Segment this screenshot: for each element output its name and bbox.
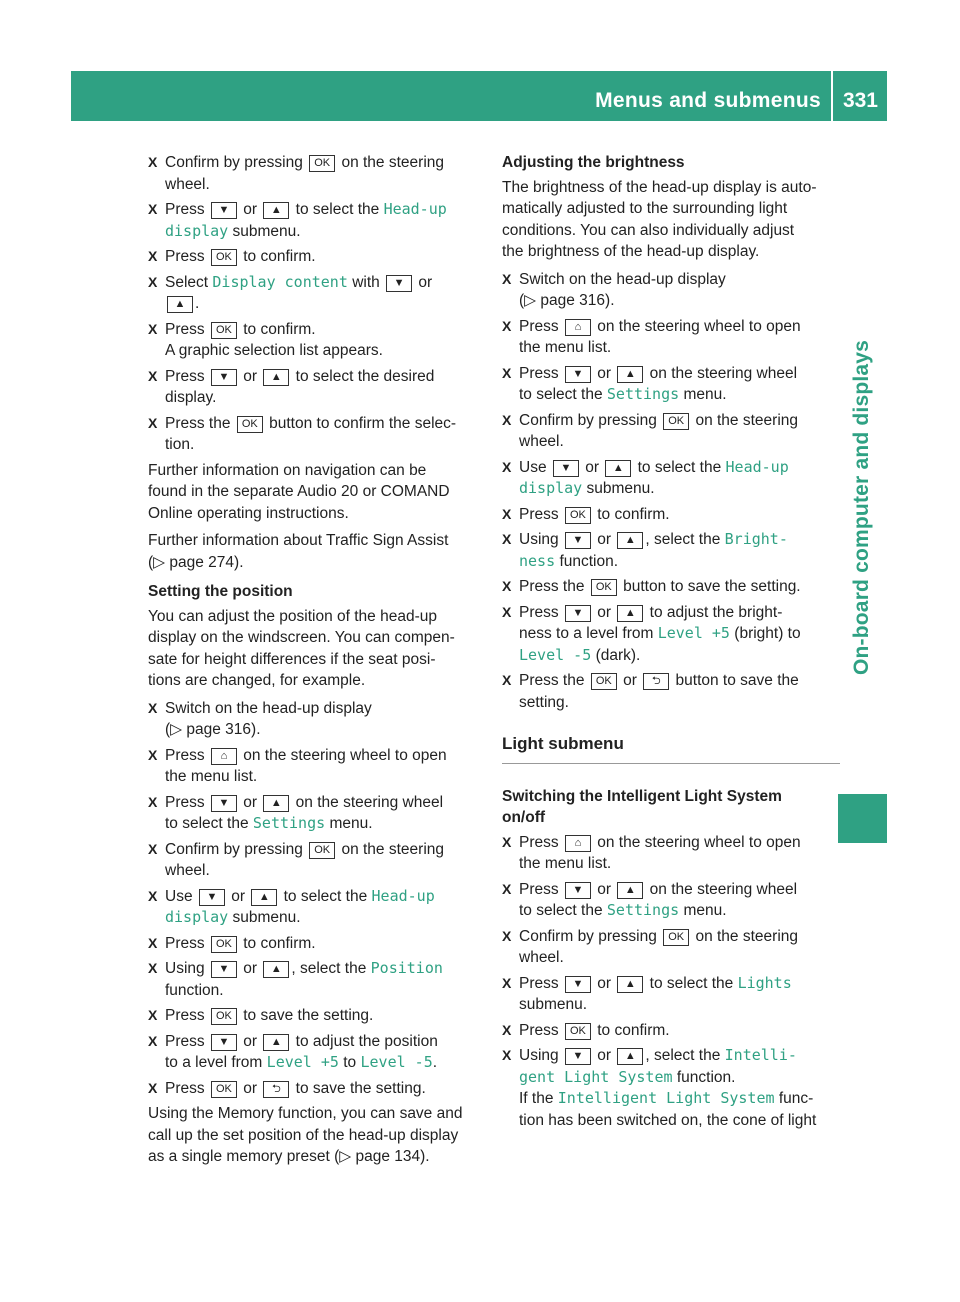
paragraph: You can adjust the position of the head-up display on the windscreen. You can compen- sate for height differences if the seat posi- tions are changed, for example. bbox=[148, 607, 455, 689]
list-item: X Press ▼ or ▲ to select the Head-up display submenu. bbox=[148, 199, 486, 242]
list-item: X Press OK to confirm. A graphic selection list appears. bbox=[148, 319, 486, 362]
list-item: X Press ▼ or ▲ to select the desired display. bbox=[148, 366, 486, 409]
up-arrow-icon: ▲ bbox=[617, 882, 643, 899]
page-number: 331 bbox=[842, 89, 878, 112]
down-arrow-icon: ▼ bbox=[199, 889, 225, 906]
list-item: X Press OK to confirm. bbox=[148, 933, 486, 955]
down-arrow-icon: ▼ bbox=[386, 275, 412, 292]
down-arrow-icon: ▼ bbox=[565, 882, 591, 899]
term-head-up: Head-up bbox=[371, 886, 435, 905]
ok-key-icon: OK bbox=[211, 322, 237, 339]
list-item: X Press the OK or ⮌ button to save the setting. bbox=[502, 670, 840, 713]
up-arrow-icon: ▲ bbox=[617, 976, 643, 993]
back-icon: ⮌ bbox=[263, 1081, 289, 1098]
term-display-content: Display content bbox=[212, 272, 348, 291]
term-intelligent: Intelli‐ bbox=[724, 1046, 797, 1064]
list-item: X Use ▼ or ▲ to select the Head-up display submenu. bbox=[148, 886, 486, 929]
down-arrow-icon: ▼ bbox=[565, 976, 591, 993]
term-intelligent-cont: gent Light System bbox=[519, 1067, 673, 1086]
list-item: X Confirm by pressing OK on the steering wheel. bbox=[502, 410, 840, 453]
ok-key-icon: OK bbox=[237, 416, 263, 433]
ok-key-icon: OK bbox=[309, 155, 335, 172]
header-separator bbox=[831, 71, 833, 121]
up-arrow-icon: ▲ bbox=[617, 366, 643, 383]
term-lights: Lights bbox=[737, 973, 792, 992]
list-item: X Press ⌂ on the steering wheel to open the menu list. bbox=[148, 745, 486, 788]
term-level-plus5: Level +5 bbox=[266, 1053, 339, 1071]
ok-key-icon: OK bbox=[211, 249, 237, 266]
term-brightness-cont: ness bbox=[519, 551, 556, 570]
ok-key-icon: OK bbox=[211, 1008, 237, 1025]
down-arrow-icon: ▼ bbox=[211, 1034, 237, 1051]
term-settings: Settings bbox=[252, 814, 326, 832]
up-arrow-icon: ▲ bbox=[617, 1048, 643, 1065]
ok-key-icon: OK bbox=[565, 507, 591, 524]
list-item: X Using ▼ or ▲ , select the Position function. bbox=[148, 958, 486, 1001]
list-item: X Using ▼ or ▲ , select the Intelli‐ gent Light System function. If the Intelligent Light System func- tion has been switched on, the cone of light bbox=[502, 1045, 840, 1131]
down-arrow-icon: ▼ bbox=[565, 1048, 591, 1065]
term-settings: Settings bbox=[606, 385, 680, 403]
term-settings: Settings bbox=[606, 901, 680, 919]
list-item: X Confirm by pressing OK on the steering wheel. bbox=[148, 152, 486, 195]
ok-key-icon: OK bbox=[663, 929, 689, 946]
term-head-up: Head-up bbox=[383, 200, 447, 218]
subsection-heading: Switching the Intelligent Light System on/off bbox=[502, 787, 782, 826]
down-arrow-icon: ▼ bbox=[565, 532, 591, 549]
term-position: Position bbox=[370, 959, 443, 977]
up-arrow-icon: ▲ bbox=[263, 1034, 289, 1051]
up-arrow-icon: ▲ bbox=[617, 532, 643, 549]
list-item: X Press ▼ or ▲ to adjust the bright- ness to a level from Level +5 (bright) to Level -5 (dark). bbox=[502, 602, 840, 667]
term-display: display bbox=[165, 221, 229, 240]
list-item: X Press OK to confirm. bbox=[148, 246, 486, 268]
list-item: X Press the OK button to confirm the selec- tion. bbox=[148, 413, 486, 456]
ok-key-icon: OK bbox=[663, 413, 689, 430]
side-chapter-label: On-board computer and displays bbox=[850, 339, 873, 675]
up-arrow-icon: ▲ bbox=[251, 889, 277, 906]
list-item: X Press ▼ or ▲ on the steering wheel to select the Settings menu. bbox=[148, 792, 486, 835]
section-heading: Light submenu bbox=[502, 733, 840, 764]
up-arrow-icon: ▲ bbox=[263, 795, 289, 812]
up-arrow-icon: ▲ bbox=[167, 296, 193, 313]
section-title: Menus and submenus bbox=[595, 89, 821, 112]
down-arrow-icon: ▼ bbox=[565, 366, 591, 383]
down-arrow-icon: ▼ bbox=[211, 795, 237, 812]
ok-key-icon: OK bbox=[591, 673, 617, 690]
down-arrow-icon: ▼ bbox=[565, 605, 591, 622]
down-arrow-icon: ▼ bbox=[553, 460, 579, 477]
term-intelligent-light-system: Intelligent Light System bbox=[557, 1089, 775, 1107]
list-item: X Select Display content with ▼ or ▲ . bbox=[148, 272, 486, 315]
list-item: X Press ▼ or ▲ on the steering wheel to select the Settings menu. bbox=[502, 879, 840, 922]
paragraph: The brightness of the head-up display is auto- matically adjusted to the surrounding light conditions. You can also individually adjust the brightness of the head-up display. bbox=[502, 178, 817, 260]
home-icon: ⌂ bbox=[211, 748, 237, 765]
paragraph: Using the Memory function, you can save and call up the set position of the head-up display as a single memory preset (▷ page 134). bbox=[148, 1105, 463, 1165]
ok-key-icon: OK bbox=[565, 1023, 591, 1040]
list-item: X Press the OK button to save the setting. bbox=[502, 576, 840, 598]
term-display: display bbox=[519, 479, 583, 497]
home-icon: ⌂ bbox=[565, 319, 591, 336]
paragraph: Further information on navigation can be found in the separate Audio 20 or COMAND Online operating instructions. bbox=[148, 461, 450, 522]
right-column bbox=[502, 152, 840, 1135]
ok-key-icon: OK bbox=[211, 936, 237, 953]
list-item: X Switch on the head-up display (▷ page 316). bbox=[502, 269, 840, 312]
up-arrow-icon: ▲ bbox=[617, 605, 643, 622]
back-icon: ⮌ bbox=[643, 673, 669, 690]
term-level-minus5: Level -5 bbox=[519, 645, 592, 664]
header-bar bbox=[71, 71, 887, 121]
term-level-minus5: Level -5 bbox=[360, 1053, 433, 1071]
section-heading: Setting the position bbox=[148, 583, 293, 600]
up-arrow-icon: ▲ bbox=[263, 369, 289, 386]
term-head-up: Head-up bbox=[725, 457, 789, 476]
down-arrow-icon: ▼ bbox=[211, 961, 237, 978]
ok-key-icon: OK bbox=[591, 579, 617, 596]
list-item: X Use ▼ or ▲ to select the Head-up display submenu. bbox=[502, 457, 840, 500]
up-arrow-icon: ▲ bbox=[605, 460, 631, 477]
list-item: X Press ▼ or ▲ on the steering wheel to select the Settings menu. bbox=[502, 363, 840, 406]
list-item: X Press OK to confirm. bbox=[502, 504, 840, 526]
side-tab-marker bbox=[838, 794, 887, 843]
up-arrow-icon: ▲ bbox=[263, 202, 289, 219]
list-item: X Press OK to save the setting. bbox=[148, 1005, 486, 1027]
up-arrow-icon: ▲ bbox=[263, 961, 289, 978]
list-item: X Confirm by pressing OK on the steering wheel. bbox=[148, 839, 486, 882]
down-arrow-icon: ▼ bbox=[211, 202, 237, 219]
list-item: X Press ▼ or ▲ to adjust the position to a level from Level +5 to Level -5. bbox=[148, 1031, 486, 1074]
home-icon: ⌂ bbox=[565, 835, 591, 852]
list-item: X Press ⌂ on the steering wheel to open the menu list. bbox=[502, 316, 840, 359]
list-item: X Using ▼ or ▲ , select the Bright‐ ness function. bbox=[502, 529, 840, 572]
list-item: X Press OK or ⮌ to save the setting. bbox=[148, 1078, 486, 1100]
ok-key-icon: OK bbox=[211, 1081, 237, 1098]
ok-key-icon: OK bbox=[309, 842, 335, 859]
list-item: X Press ⌂ on the steering wheel to open the menu list. bbox=[502, 832, 840, 875]
list-item: X Press OK to confirm. bbox=[502, 1020, 840, 1042]
left-column bbox=[148, 152, 486, 1174]
section-heading: Adjusting the brightness bbox=[502, 154, 685, 171]
term-brightness: Bright‐ bbox=[724, 530, 788, 548]
list-item: X Press ▼ or ▲ to select the Lights submenu. bbox=[502, 973, 840, 1016]
list-item: X Confirm by pressing OK on the steering wheel. bbox=[502, 926, 840, 969]
down-arrow-icon: ▼ bbox=[211, 369, 237, 386]
list-item: X Switch on the head-up display (▷ page 316). bbox=[148, 698, 486, 741]
term-level-plus5: Level +5 bbox=[657, 624, 730, 642]
term-display: display bbox=[165, 908, 229, 926]
paragraph: Further information about Traffic Sign Assist (▷ page 274). bbox=[148, 532, 449, 571]
